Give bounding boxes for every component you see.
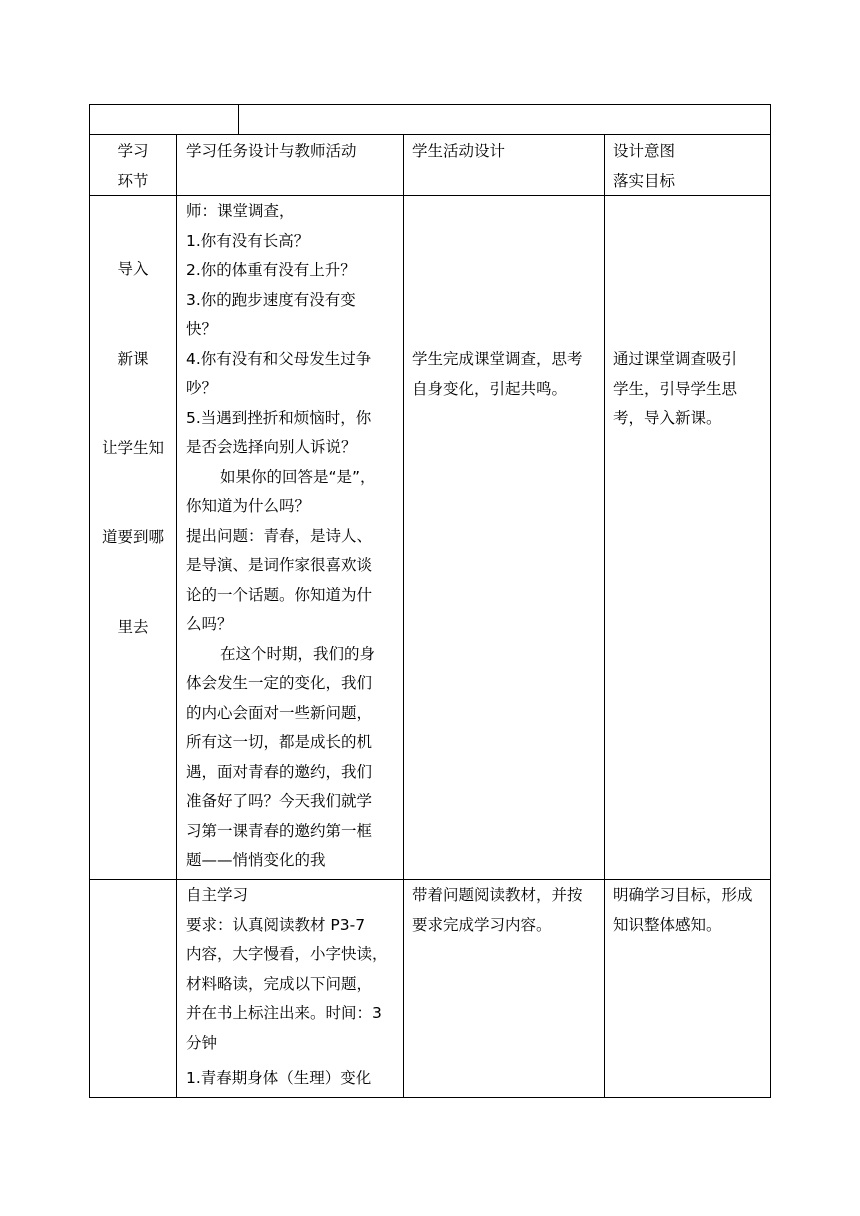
text-line: 1.你有没有长高？ <box>186 231 310 250</box>
text-line: 师：课堂调查， <box>186 202 295 220</box>
header-intent <box>613 137 675 196</box>
text-line: 材料略读，完成以下问题， <box>186 974 373 993</box>
text-line: 考，导入新课。 <box>613 409 722 427</box>
header-intent-line: 设计意图 <box>613 142 676 160</box>
text-line: 是导演、是词作家很喜欢谈 <box>186 556 373 574</box>
teacher-activity-self-study <box>186 881 388 1094</box>
teacher-activity-intro <box>186 197 376 876</box>
text-line: 2.你的体重有没有上升？ <box>186 261 356 279</box>
text-line: 是否会选择向别人诉说？ <box>186 438 357 456</box>
table-bottom-border <box>89 1097 771 1098</box>
table-right-border <box>770 104 771 1098</box>
header-teacher: 学习任务设计与教师活动 <box>186 142 357 160</box>
text-line: 通过课堂调查吸引 <box>613 350 738 368</box>
text-line: 自身变化，引起共鸣。 <box>412 379 568 398</box>
text-line: 你知道为什么吗？ <box>186 497 311 515</box>
text-line: 学生，引导学生思 <box>613 379 738 398</box>
header-stage <box>89 137 177 196</box>
text-line: 如果你的回答是“是”， <box>220 467 376 486</box>
text-line: 自主学习 <box>186 886 249 904</box>
text-line: 分钟 <box>186 1033 218 1052</box>
text-line: 在这个时期，我们的身 <box>220 644 376 663</box>
row-divider <box>89 134 771 135</box>
design-intent-self-study <box>613 881 753 940</box>
stage-label: 导入 <box>117 260 149 278</box>
text-line: 吵？ <box>186 379 218 397</box>
text-line: 所有这一切，都是成长的机 <box>186 733 373 751</box>
stage-label: 新课 <box>117 350 149 368</box>
text-line: 提出问题：青春，是诗人、 <box>186 526 373 545</box>
top-row-divider <box>238 104 239 135</box>
student-activity-intro <box>412 345 583 404</box>
header-intent-line: 落实目标 <box>613 171 676 190</box>
text-line: 要求完成学习内容。 <box>412 915 552 934</box>
header-stage-line: 环节 <box>117 171 149 190</box>
text-line: 么吗？ <box>186 615 233 633</box>
text-line: 明确学习目标，形成 <box>613 886 753 904</box>
text-line: 内容，大字慢看，小字快读， <box>186 945 388 963</box>
stage-label: 让学生知 <box>101 439 164 457</box>
stage-label: 道要到哪 <box>101 528 164 546</box>
stage-label: 里去 <box>117 618 149 636</box>
text-line: 5.当遇到挫折和烦恼时，你 <box>186 408 372 427</box>
column-divider <box>604 134 605 1098</box>
student-activity-self-study <box>412 881 583 940</box>
text-line: 的内心会面对一些新问题， <box>186 703 373 722</box>
text-line: 1.青春期身体（生理）变化 <box>186 1069 372 1087</box>
design-intent-intro <box>613 345 737 434</box>
text-line: 要求：认真阅读教材 P3-7 <box>186 915 366 934</box>
header-student: 学生活动设计 <box>412 142 506 160</box>
text-line: 带着问题阅读教材，并按 <box>412 886 583 904</box>
text-line: 4.你有没有和父母发生过争 <box>186 349 372 368</box>
table-left-border <box>89 104 90 1098</box>
text-line: 体会发生一定的变化，我们 <box>186 674 373 692</box>
text-line: 学生完成课堂调查，思考 <box>412 350 583 368</box>
column-divider <box>403 134 404 1098</box>
text-line: 准备好了吗？今天我们就学 <box>186 792 373 810</box>
text-line: 并在书上标注出来。时间：3 <box>186 1004 382 1022</box>
text-line: 论的一个话题。你知道为什 <box>186 585 373 604</box>
table-top-border <box>89 104 771 105</box>
text-line: 遇，面对青春的邀约，我们 <box>186 762 373 781</box>
header-stage-line: 学习 <box>117 142 149 160</box>
text-line: 题——悄悄变化的我 <box>186 851 326 869</box>
text-line: 3.你的跑步速度有没有变 <box>186 290 356 309</box>
text-line: 习第一课青春的邀约第一框 <box>186 821 373 840</box>
text-line: 知识整体感知。 <box>613 915 722 934</box>
row-divider <box>89 879 771 880</box>
text-line: 快？ <box>186 320 218 338</box>
